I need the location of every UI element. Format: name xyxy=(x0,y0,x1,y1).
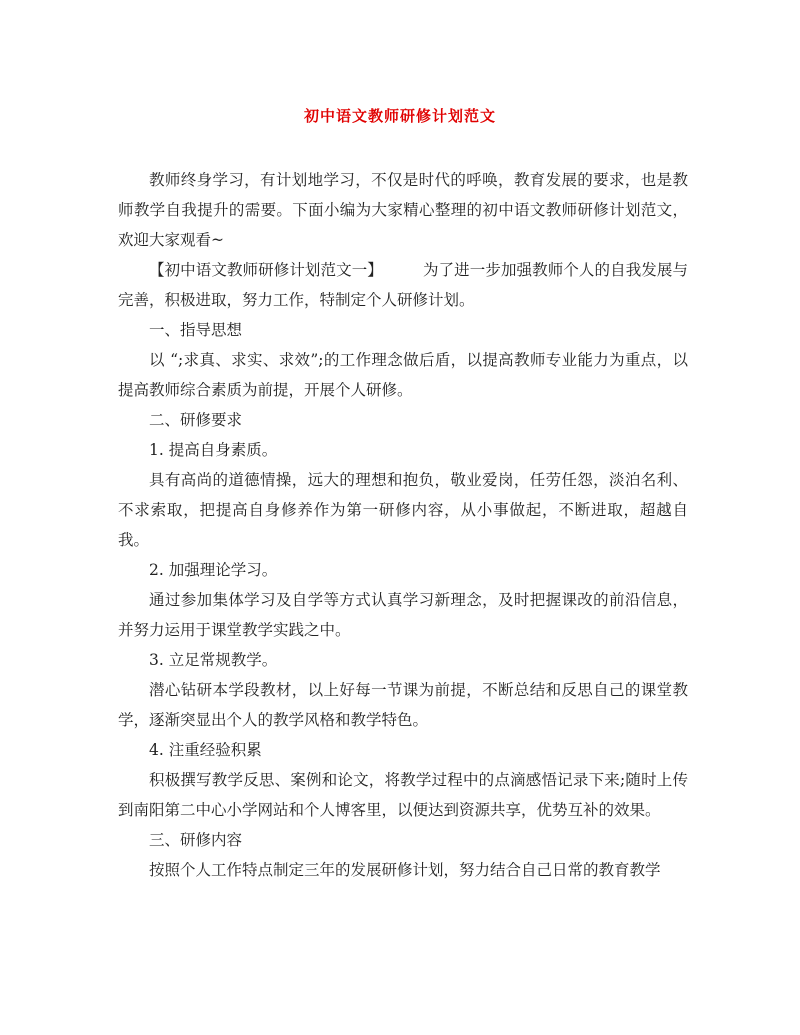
document-title: 初中语文教师研修计划范文 xyxy=(303,107,496,125)
section-one-paragraph xyxy=(118,255,688,315)
heading-contents: 三、研修内容 xyxy=(149,831,243,849)
routine-teaching-paragraph: 潜心钻研本学段教材，以上好每一节课为前提，不断总结和反思自己的课堂教学，逐渐突显出个人的教学风格和教学特色。 xyxy=(118,681,688,729)
subheading-quality: 1. 提高自身素质。 xyxy=(149,441,278,459)
subheading-routine-teaching: 3. 立足常规教学。 xyxy=(149,651,278,669)
section-label: 【初中语文教师研修计划范文一】 xyxy=(149,261,383,279)
section-intro: 为了进一步加强教师个人的自我发展与完善，积极进取，努力工作，特制定个人研修计划。 xyxy=(118,261,688,309)
heading-guiding-ideology: 一、指导思想 xyxy=(149,321,243,339)
theory-paragraph: 通过参加集体学习及自学等方式认真学习新理念，及时把握课改的前沿信息，并努力运用于课堂教学实践之中。 xyxy=(118,591,688,639)
subheading-theory: 2. 加强理论学习。 xyxy=(149,561,278,579)
experience-paragraph: 积极撰写教学反思、案例和论文，将教学过程中的点滴感悟记录下来;随时上传到南阳第二中心小学网站和个人博客里，以便达到资源共享，优势互补的效果。 xyxy=(118,771,688,819)
quality-paragraph: 具有高尚的道德情操，远大的理想和抱负，敬业爱岗，任劳任怨，淡泊名利、不求索取，把提高自身修养作为第一研修内容，从小事做起，不断进取，超越自我。 xyxy=(118,471,688,549)
intro-paragraph: 教师终身学习，有计划地学习，不仅是时代的呼唤，教育发展的要求，也是教师教学自我提升的需要。下面小编为大家精心整理的初中语文教师研修计划范文，欢迎大家观看~ xyxy=(118,171,688,249)
subheading-experience: 4. 注重经验积累 xyxy=(149,741,262,759)
guiding-ideology-paragraph: 以 “;求真、求实、求效”;的工作理念做后盾，以提高教师专业能力为重点，以提高教师综合素质为前提，开展个人研修。 xyxy=(118,351,688,399)
heading-requirements: 二、研修要求 xyxy=(149,411,243,429)
contents-paragraph: 按照个人工作特点制定三年的发展研修计划，努力结合自己日常的教育教学 xyxy=(149,861,661,879)
document-body xyxy=(118,165,688,885)
